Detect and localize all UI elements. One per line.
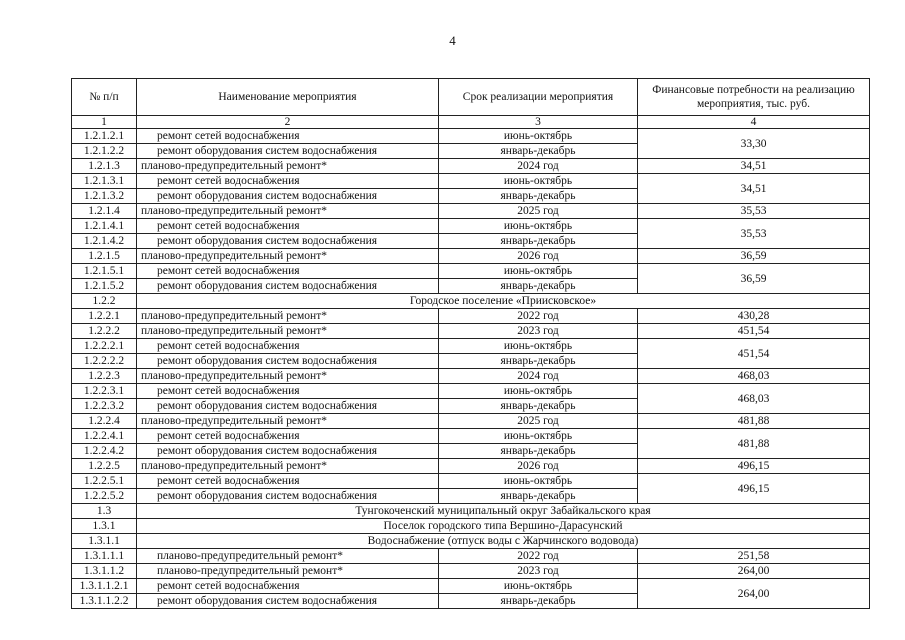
row-number: 1.2.1.3.1	[72, 174, 137, 189]
row-number: 1.2.2	[72, 294, 137, 309]
measure-period: январь-декабрь	[439, 279, 638, 294]
row-number: 1.2.2.4	[72, 414, 137, 429]
measure-name: ремонт оборудования систем водоснабжения	[137, 489, 439, 504]
measure-name: ремонт сетей водоснабжения	[137, 429, 439, 444]
measure-period: 2022 год	[439, 549, 638, 564]
measure-cost: 481,88	[638, 414, 870, 429]
row-number: 1.3.1.1.2	[72, 564, 137, 579]
row-number: 1.3.1.1.2.2	[72, 594, 137, 609]
table-row	[72, 474, 870, 489]
row-number: 1.3.1.1.1	[72, 549, 137, 564]
header-num: № п/п	[72, 79, 137, 116]
measure-period: 2023 год	[439, 564, 638, 579]
measure-cost: 35,53	[638, 219, 870, 249]
measure-cost: 468,03	[638, 384, 870, 414]
header-cost: Финансовые потребности на реализацию мероприятия, тыс. руб.	[638, 79, 870, 116]
column-number: 3	[439, 116, 638, 129]
row-number: 1.2.1.2.1	[72, 129, 137, 144]
measure-name: ремонт оборудования систем водоснабжения	[137, 189, 439, 204]
measure-cost: 496,15	[638, 459, 870, 474]
measure-name: планово-предупредительный ремонт*	[137, 369, 439, 384]
header-name: Наименование мероприятия	[137, 79, 439, 116]
section-title: Тунгокоченский муниципальный округ Забайкальского края	[137, 504, 870, 519]
measure-name: ремонт оборудования систем водоснабжения	[137, 399, 439, 414]
table-row	[72, 204, 870, 219]
measure-name: планово-предупредительный ремонт*	[137, 459, 439, 474]
measure-name: планово-предупредительный ремонт*	[137, 159, 439, 174]
section-title: Поселок городского типа Вершино-Дарасунский	[137, 519, 870, 534]
measure-cost: 264,00	[638, 579, 870, 609]
measure-period: 2025 год	[439, 414, 638, 429]
measure-name: ремонт оборудования систем водоснабжения	[137, 354, 439, 369]
measure-name: ремонт сетей водоснабжения	[137, 474, 439, 489]
table-row	[72, 174, 870, 189]
table-row	[72, 459, 870, 474]
measure-period: январь-декабрь	[439, 594, 638, 609]
measure-period: июнь-октябрь	[439, 129, 638, 144]
row-number: 1.2.2.2.2	[72, 354, 137, 369]
measure-period: июнь-октябрь	[439, 339, 638, 354]
row-number: 1.2.1.3	[72, 159, 137, 174]
table-body	[72, 129, 870, 609]
row-number: 1.2.1.4.2	[72, 234, 137, 249]
measure-name: планово-предупредительный ремонт*	[137, 414, 439, 429]
measure-cost: 496,15	[638, 474, 870, 504]
measure-period: июнь-октябрь	[439, 474, 638, 489]
measure-period: июнь-октябрь	[439, 219, 638, 234]
column-number: 4	[638, 116, 870, 129]
measure-cost: 251,58	[638, 549, 870, 564]
measure-cost: 481,88	[638, 429, 870, 459]
row-number: 1.2.1.5.1	[72, 264, 137, 279]
measure-cost: 468,03	[638, 369, 870, 384]
measure-period: 2024 год	[439, 369, 638, 384]
measure-cost: 35,53	[638, 204, 870, 219]
header-period: Срок реализации мероприятия	[439, 79, 638, 116]
measure-name: ремонт оборудования систем водоснабжения	[137, 234, 439, 249]
row-number: 1.2.2.3.1	[72, 384, 137, 399]
row-number: 1.3	[72, 504, 137, 519]
measure-name: ремонт сетей водоснабжения	[137, 129, 439, 144]
table-row	[72, 369, 870, 384]
row-number: 1.3.1.1.2.1	[72, 579, 137, 594]
table-row	[72, 249, 870, 264]
measure-period: январь-декабрь	[439, 234, 638, 249]
section-row	[72, 519, 870, 534]
table-row	[72, 339, 870, 354]
measure-cost: 36,59	[638, 249, 870, 264]
measure-name: планово-предупредительный ремонт*	[137, 309, 439, 324]
measure-period: 2026 год	[439, 249, 638, 264]
measure-name: планово-предупредительный ремонт*	[137, 249, 439, 264]
row-number: 1.2.1.4	[72, 204, 137, 219]
measure-name: ремонт сетей водоснабжения	[137, 219, 439, 234]
measure-cost: 451,54	[638, 324, 870, 339]
section-row	[72, 294, 870, 309]
row-number: 1.2.2.3	[72, 369, 137, 384]
measure-cost: 264,00	[638, 564, 870, 579]
measure-cost: 451,54	[638, 339, 870, 369]
measure-period: июнь-октябрь	[439, 174, 638, 189]
measure-name: ремонт оборудования систем водоснабжения	[137, 444, 439, 459]
table-row	[72, 264, 870, 279]
row-number: 1.2.1.4.1	[72, 219, 137, 234]
measure-name: ремонт оборудования систем водоснабжения	[137, 279, 439, 294]
measure-period: 2025 год	[439, 204, 638, 219]
measure-period: июнь-октябрь	[439, 579, 638, 594]
row-number: 1.2.1.2.2	[72, 144, 137, 159]
measure-cost: 430,28	[638, 309, 870, 324]
table-row	[72, 429, 870, 444]
row-number: 1.3.1.1	[72, 534, 137, 549]
measure-period: 2024 год	[439, 159, 638, 174]
table-row	[72, 579, 870, 594]
measure-period: июнь-октябрь	[439, 429, 638, 444]
measure-period: июнь-октябрь	[439, 264, 638, 279]
row-number: 1.2.1.5.2	[72, 279, 137, 294]
column-number-row	[72, 116, 870, 129]
row-number: 1.2.2.5.1	[72, 474, 137, 489]
measure-cost: 34,51	[638, 174, 870, 204]
section-row	[72, 534, 870, 549]
column-number: 2	[137, 116, 439, 129]
measure-name: планово-предупредительный ремонт*	[137, 204, 439, 219]
measure-name: ремонт оборудования систем водоснабжения	[137, 594, 439, 609]
measure-name: ремонт сетей водоснабжения	[137, 384, 439, 399]
table-row	[72, 549, 870, 564]
row-number: 1.2.2.4.1	[72, 429, 137, 444]
measure-name: ремонт сетей водоснабжения	[137, 339, 439, 354]
table-row	[72, 309, 870, 324]
measure-period: январь-декабрь	[439, 354, 638, 369]
table-row	[72, 129, 870, 144]
measure-name: планово-предупредительный ремонт*	[137, 564, 439, 579]
row-number: 1.2.2.4.2	[72, 444, 137, 459]
table-row	[72, 414, 870, 429]
table-row	[72, 324, 870, 339]
row-number: 1.2.2.1	[72, 309, 137, 324]
table-row	[72, 219, 870, 234]
row-number: 1.2.2.3.2	[72, 399, 137, 414]
measure-name: ремонт оборудования систем водоснабжения	[137, 144, 439, 159]
measure-period: июнь-октябрь	[439, 384, 638, 399]
measure-name: планово-предупредительный ремонт*	[137, 324, 439, 339]
measure-name: ремонт сетей водоснабжения	[137, 579, 439, 594]
measure-period: январь-декабрь	[439, 444, 638, 459]
table-row	[72, 159, 870, 174]
row-number: 1.2.2.5	[72, 459, 137, 474]
column-number: 1	[72, 116, 137, 129]
section-title: Городское поселение «Приисковское»	[137, 294, 870, 309]
measure-period: январь-декабрь	[439, 144, 638, 159]
page-number: 4	[449, 33, 456, 48]
table-row	[72, 564, 870, 579]
measure-period: январь-декабрь	[439, 489, 638, 504]
measure-period: январь-декабрь	[439, 189, 638, 204]
measure-cost: 34,51	[638, 159, 870, 174]
header-row	[72, 79, 870, 116]
measure-name: ремонт сетей водоснабжения	[137, 174, 439, 189]
measure-cost: 33,30	[638, 129, 870, 159]
measure-cost: 36,59	[638, 264, 870, 294]
row-number: 1.2.2.2.1	[72, 339, 137, 354]
row-number: 1.3.1	[72, 519, 137, 534]
section-row	[72, 504, 870, 519]
row-number: 1.2.2.2	[72, 324, 137, 339]
row-number: 1.2.1.3.2	[72, 189, 137, 204]
row-number: 1.2.1.5	[72, 249, 137, 264]
measure-name: ремонт сетей водоснабжения	[137, 264, 439, 279]
table-row	[72, 384, 870, 399]
measure-period: 2022 год	[439, 309, 638, 324]
section-title: Водоснабжение (отпуск воды с Жарчинского водовода)	[137, 534, 870, 549]
measure-name: планово-предупредительный ремонт*	[137, 549, 439, 564]
measure-period: январь-декабрь	[439, 399, 638, 414]
measure-period: 2023 год	[439, 324, 638, 339]
row-number: 1.2.2.5.2	[72, 489, 137, 504]
measures-table	[71, 78, 870, 609]
measure-period: 2026 год	[439, 459, 638, 474]
